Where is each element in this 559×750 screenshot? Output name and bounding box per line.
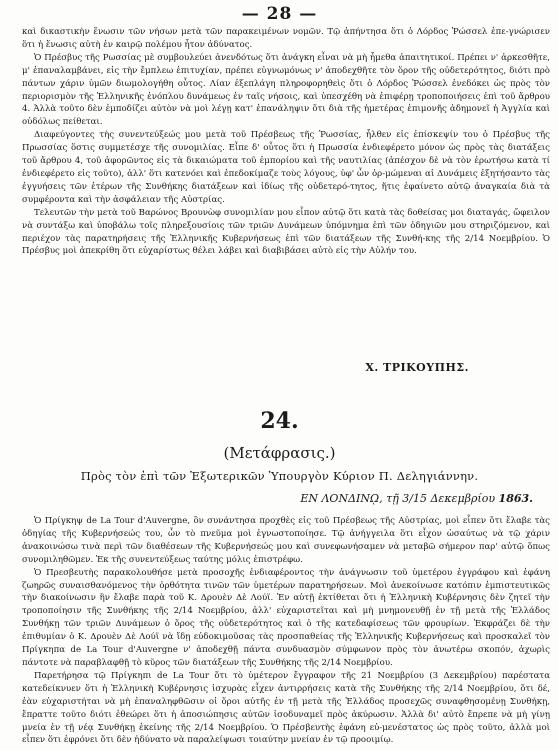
letter-body [22, 515, 550, 747]
paragraph: καὶ δικαστικὴν ἕνωσιν τῶν νήσων μετὰ τῶν παρακειμένων νομῶν. Τῷ ἀπήντησα ὅτι ὁ Λόρδος Ῥώσσελ ἐπε-γνώρισεν ὅτι ἡ ἕνωσις αὐτὴ ἐν καιρῷ πολέμου ἦτον ἀδύνατος. [22, 27, 550, 50]
paragraph: Ὁ Πρίγκηψ de La Tour d'Auvergne, ὃν συνάντησα προχθὲς εἰς τοῦ Πρέσβεως τῆς Αὐστρίας, μοὶ εἶπεν ὅτι ἔλαβε τὰς ὁδηγίας τῆς Κυβερνήσεώς του, ὧν τὸ πνεῦμα μοὶ ἐγνωστοποίησε. Τῷ ἀνήγγειλα ὅτι εἶχον ὡσαύτως νὰ τῷ χάριν ἀνακοινώσω τινὰ περὶ τῶν διαθέσεων τῆς Κυβερνήσεώς μου καὶ συνεφωνήσαμεν νὰ μεταβῶ σήμερον παρ' αὐτῷ ὅπως συνομιληθῶμεν. Ἐκ τῆς συνεντεύξεως ταύτης μόλις ἐπιστρέφω. [22, 516, 550, 565]
letter-body-previous [22, 26, 550, 258]
signature: Χ. ΤΡΙΚΟΥΠΗΣ. [365, 361, 469, 374]
document-number: 24. [260, 408, 299, 434]
paragraph: Ὁ Πρεσβευτὴς παρακολουθήσε μετὰ προσοχῆς ἐνδιαφέροντος τὴν ἀνάγνωσιν τοῦ ὑμετέρου ἐγγράφου καὶ ἐφάνη ζωηρῶς συναισθανόμενος τὴν ὀρθότητα τινῶν τῶν ὑμετέρων παρατηρήσεων. Μοὶ ἀνεκοίνωσε κατόπιν ἐμπιστευτικῶς τὴν διακοίνωσιν ἣν ἔλαβε παρὰ τοῦ Κ. Δρουὲν Δὲ Λούϊ. Ἐν αὐτῇ ἐκτίθεται ὅτι ἡ Ἑλληνικὴ Κυβέρνησις δὲν ζητεῖ τὴν τροποποίησιν τῆς Συνθήκης τῆς 2/14 Νοεμβρίου, ἀλλ' εὐχαριστεῖται καὶ μὴ μνημονευθῇ ἐν τῇ μετὰ τῆς Ἑλλάδος Συνθήκῃ τῶν τριῶν Δυνάμεων ὁ ὅρος τῆς οὐδετερότητος καὶ ὁ τῆς κατεδαφίσεως τῶν φρουρίων. Ἐκφράζει δὲ τὴν ἐπιθυμίαν ὁ Κ. Δρουὲν Δὲ Λούϊ νὰ ἴδῃ εὐδοκιμοῦσας τὰς προσπαθείας τῆς Ἑλληνικῆς Κυβερνήσεως καὶ προσκαλεῖ τὸν Πρίγκηπα de La Tour d'Auvergne ν' ἀποδεχθῇ πάντα συνδυασμὸν σύμφωνον πρὸς τὸν ἀνωτέρω σκοπόν, ἀχωρὶς πάντοτε νὰ παραβλαφθῇ τὸ κῦρος τῶν διατάξεων τῆς Συνθήκης τῆς 2/14 Νοεμβρίου. [22, 567, 550, 668]
paragraph: Παρετήρησα τῷ Πρίγκηπι de La Tour ὅτι τὸ ὑμέτερον ἔγγραφον τῆς 21 Νοεμβρίου (3 Δεκεμβρίου) παρέστατα κατεδείκνυεν ὅτι ἡ Ἑλληνικὴ Κυβέρνησις ἰσχυρὰς εἶχεν ἀντιρρήσεις κατὰ τῆς Συνθήκης τῆς 2/14 Νοεμβρίου, ὅτι δέ, ἐὰν εὐχαριστήται νὰ μὴ ἐπαναληφθῶσιν οἱ ὅροι αὐτῆς ἐν τῇ μετὰ τῆς Ἑλλάδος προσεχῶς συναφθησομένῃ Συνθήκῃ, ἔπραττε τοῦτο διότι ἐθεώρει ὅτι ἡ ἀποσιώπησις αὐτῶν ἰσοδυναμεῖ πρὸς ἀκύρωσιν. Ἀλλὰ δι' αὐτὸ ἔπρεπε νὰ μὴ γίνῃ μνεία ἐν τῇ νέᾳ Συνθήκῃ ἐκείνης τῆς 2/14 Νοεμβρίου. Ὁ Πρέσβευτὴς ἐφάνη εὐ-μενέστατος ὡς πρὸς τοῦτο, ἀλλὰ μοὶ εἶπεν ὅτι ἐφρόνει ὅτι δὲν ἠδύνατο νὰ παραλείψωσι τοιαύτην μνείαν ἐν τῷ προοιμίῳ. [22, 670, 550, 746]
page-number: — 28 — [241, 4, 318, 24]
paragraph: Τελευτῶν τὴν μετὰ τοῦ Βαρώνος Βρουνὼφ συνομιλίαν μου εἶπον αὐτῷ ὅτι κατὰ τὰς δοθείσας μοι διαταγάς, ὤφειλον νὰ συντάξω καὶ ὑποβάλω τοῖς πληρεξουσίοις τῶν τριῶν Δυνάμεων ὑπόμνημα ἐπὶ τῶν ὁδηγιῶν μου στηριζόμενον, καὶ περιέχον τὰς παρατηρήσεις τῆς Ἑλληνικῆς Κυβερνήσεως ἐπὶ τῶν διατάξεων τῆς Συνθή-κης τῆς 2/14 Νοεμβρίου. Ὁ Πρέσβυς μοὶ ἀπεκρίθη ὅτι εὐχαρίστως θέλει λάβει καὶ διαβιβάσει αὐτὸ εἰς τὴν Αὐλήν του. [22, 207, 550, 257]
addressee-line: Πρὸς τὸν ἐπὶ τῶν Ἐξωτερικῶν Ὑπουργὸν Κύριον Π. Δεληγιάννην. [80, 469, 479, 483]
translation-label: (Μετάφρασις.) [223, 444, 336, 462]
paragraph: Ὁ Πρέσβυς τῆς Ρωσσίας μὲ συμβουλεύει ἀνενδότως ὅτι ἀνάγκη εἶναι νὰ μὴ ἦμεθα ἀπαιτητικοί. Πρέπει ν' ἀρκεσθῆτε, μ' ἐπαναλαμβάνει, εἰς τὴν ἔμπλεω ἐπιτυχίαν, πρέπει εὐγνωμόνως ν' ἀποδεχθῆτε τὸν ὅρον τῆς οὐδετερότητος, διότι πρὸ πάντων χάριν ὑμῶν διωμολογήθη οὗτος. Λίαν ἐξεπλάγη πληροφορηθεὶς ὅτι ὁ Λόρδος Ῥώσσελ ἐνεδόκει ὡς πρὸς τὸν περιορισμὸν τῆς Ἑλληνικῆς ἐνόπλου δυνάμεως ἐν ταῖς νήσοις, καὶ ὑπεσχέθη νὰ ἐπιφέρῃ τροποποιήσεις ἐπὶ τοῦ ἄρθρου 4. Ἀλλὰ τοῦτο δὲν ἐμποδίζει αὐτὸν νὰ μοὶ λέγῃ κατ' ἐπανάληψιν ὅτι διὰ τῆς ἡμετέρας ἐπιμονῆς ἀδημονεῖ ἡ Ἀγγλία καὶ οὐδόλως πείθεται. [22, 52, 550, 128]
dateline-place: ΕΝ ΛΟΝΔΙΝῼ, [300, 492, 383, 505]
paragraph: Διαφεύγοντες τὴς συνεντεύξεώς μου μετὰ τοῦ Πρέσβεως τῆς Ῥωσσίας, ἦλθεν εἰς ἐπίσκεψίν του ὁ Πρέσβυς τῆς Πρωσσίας ὅστις συμμετέσχε τῆς συνομιλίας. Εἶπε δ' οὗτος ὅτι ἡ Πρωσσία ἐνδιεφέρετο μόνον ὡς πρὸς τὰς διατάξεις τοῦ ἄρθρου 4, τοῦ ἀφορῶντος εἰς τὰ δικαιώματα τοῦ ἐμπορίου καὶ τῆς ναυτιλίας (ἀπέσχον δὲ νὰ τὸν ἐρωτήσω κατὰ τί ἐνδιεφέρετο εἰς τοῦτο), ἀλλ' ὅτι κατενόει καὶ ἐπεδοκίμαζε τοὺς λόγους, ὑφ' ὧν ὁρ-μώμεναι αἱ Δυνάμεις ἐξητήσαντο τὰς ἐγγυήσεις τῶν ἑτέρων τῆς Συνθήκης διατάξεων καὶ ἰδίως τῆς οὐδετερό-τητος, ἥτις ἐφαίνετο αὐτῷ ἀναγκαία διὰ τὰ συμφέροντα καὶ τὴν ἀσφάλειαν τῆς Αὐστρίας. [22, 130, 550, 205]
dateline [300, 492, 533, 505]
dateline-year: 1863. [498, 492, 533, 505]
dateline-date: τῇ 3/15 Δεκεμβρίου [386, 492, 496, 505]
